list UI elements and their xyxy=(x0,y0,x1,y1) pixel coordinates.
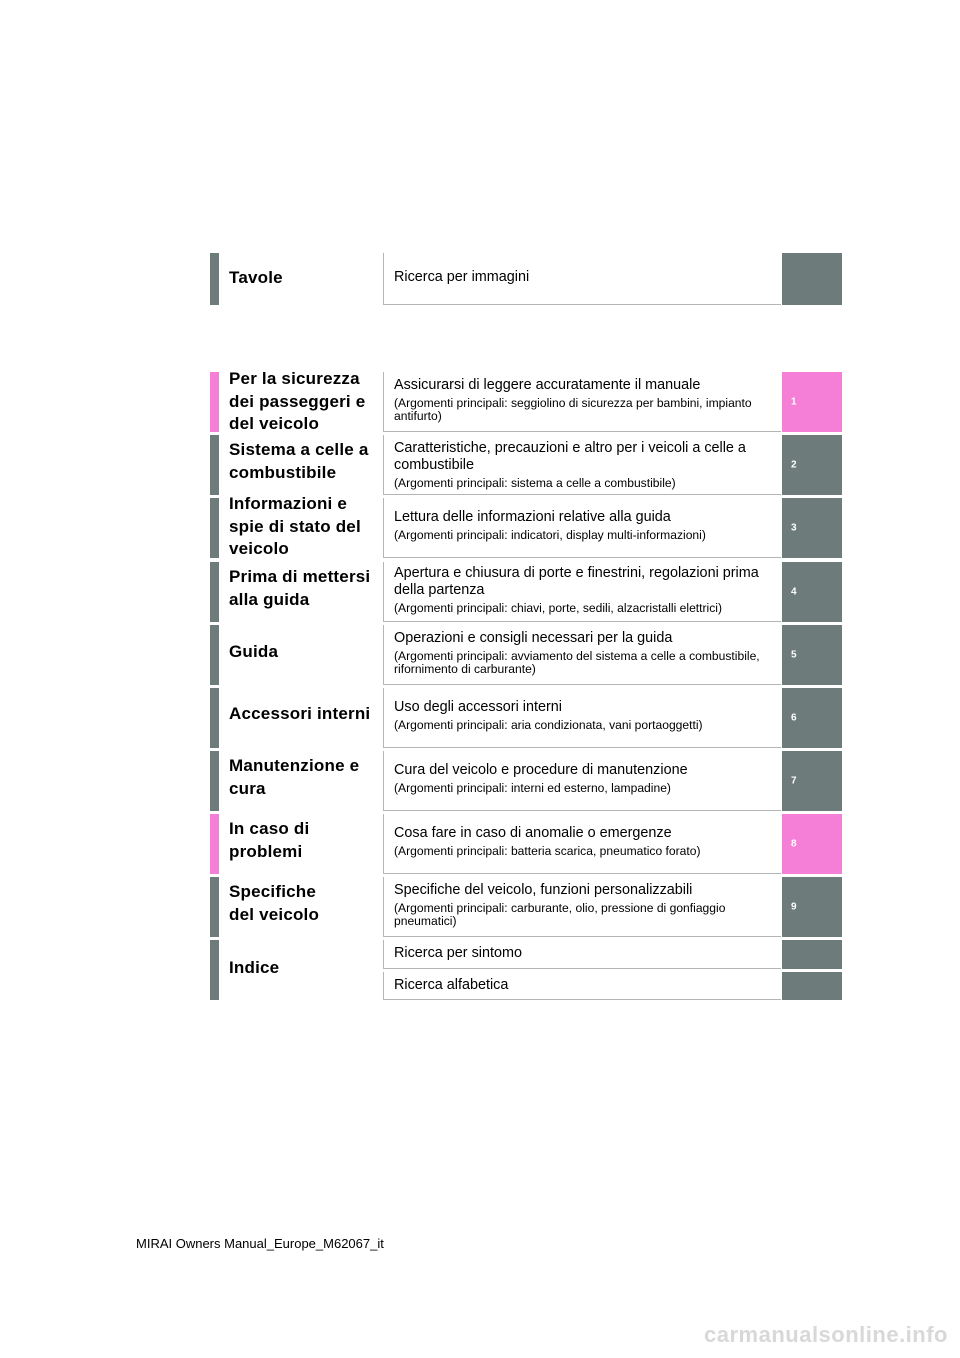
chapter-number: 8 xyxy=(791,838,797,850)
chapter-tab[interactable] xyxy=(782,625,842,685)
chapter-tab[interactable] xyxy=(782,498,842,558)
footer-doc-id: MIRAI Owners Manual_Europe_M62067_it xyxy=(136,1236,384,1251)
description-main: Ricerca alfabetica xyxy=(394,977,509,993)
row-marker-bar xyxy=(210,562,219,622)
description-main: Operazioni e consigli necessari per la guida xyxy=(394,630,673,646)
chapter-tab[interactable] xyxy=(782,688,842,748)
row-marker-bar xyxy=(210,253,219,305)
chapter-tab xyxy=(782,940,842,969)
chapter-title: Guida xyxy=(229,642,279,661)
chapter-title: Sistema a celle a combustibile xyxy=(229,440,369,482)
description-sub: (Argomenti principali: interni ed esterno, lampadine) xyxy=(394,781,671,795)
chapter-tab xyxy=(782,972,842,1000)
row-marker-bar xyxy=(210,372,219,432)
chapter-tab[interactable] xyxy=(782,877,842,937)
description-sub: (Argomenti principali: carburante, olio, pressione di gonfiaggio pneumatici) xyxy=(394,901,726,928)
chapter-number: 9 xyxy=(791,901,797,913)
chapter-title: Accessori interni xyxy=(229,704,371,723)
row-marker-bar xyxy=(210,814,219,874)
chapter-description xyxy=(383,372,781,432)
section-title: Tavole xyxy=(229,268,283,287)
chapter-title: Informazioni e spie di stato del veicolo xyxy=(229,494,361,558)
chapter-tab xyxy=(782,253,842,305)
toc-row-chapter-5[interactable] xyxy=(210,625,842,685)
toc-row-chapter-4[interactable] xyxy=(210,562,842,622)
row-marker-bar xyxy=(210,435,219,495)
chapter-tab[interactable] xyxy=(782,814,842,874)
description-sub: (Argomenti principali: seggiolino di sicurezza per bambini, impianto antifurto) xyxy=(394,396,752,423)
chapter-description xyxy=(383,435,781,495)
description-main: Cura del veicolo e procedure di manutenzione xyxy=(394,762,688,778)
description-main: Assicurarsi di leggere accuratamente il manuale xyxy=(394,377,701,393)
row-marker-bar xyxy=(210,625,219,685)
toc-row-chapter-9[interactable] xyxy=(210,877,842,937)
section-description xyxy=(383,253,781,305)
watermark-text: carmanualsonline.info xyxy=(704,1322,948,1347)
description-sub: (Argomenti principali: chiavi, porte, sedili, alzacristalli elettrici) xyxy=(394,601,722,615)
chapter-tab[interactable] xyxy=(782,562,842,622)
chapter-description xyxy=(383,877,781,937)
chapter-description xyxy=(383,498,781,558)
description-sub: (Argomenti principali: indicatori, display multi-informazioni) xyxy=(394,528,706,542)
index-link-alfabetica[interactable] xyxy=(383,972,781,1000)
toc-row-chapter-3[interactable] xyxy=(210,494,842,558)
row-marker-bar xyxy=(210,751,219,811)
description-main: Specifiche del veicolo, funzioni personalizzabili xyxy=(394,882,693,898)
description-main: Uso degli accessori interni xyxy=(394,699,562,715)
description-main: Caratteristiche, precauzioni e altro per i veicoli a celle a combustibile xyxy=(394,440,746,473)
row-marker-bar xyxy=(210,688,219,748)
chapter-number: 6 xyxy=(791,712,797,724)
chapter-tab[interactable] xyxy=(782,372,842,432)
chapter-title: Specifiche del veicolo xyxy=(229,882,320,924)
chapter-title: Prima di mettersi alla guida xyxy=(229,567,371,609)
chapter-number: 2 xyxy=(791,459,797,471)
chapter-title: In caso di problemi xyxy=(229,819,310,861)
chapter-tab[interactable] xyxy=(782,435,842,495)
chapter-description xyxy=(383,814,781,874)
chapter-title: Manutenzione e cura xyxy=(229,756,360,798)
toc-row-chapter-8[interactable] xyxy=(210,814,842,874)
row-marker-bar xyxy=(210,940,219,1000)
chapter-description xyxy=(383,688,781,748)
chapter-description xyxy=(383,625,781,685)
row-marker-bar xyxy=(210,498,219,558)
chapter-number: 4 xyxy=(791,586,797,598)
chapter-number: 1 xyxy=(791,396,797,408)
description-sub: (Argomenti principali: batteria scarica, pneumatico forato) xyxy=(394,844,701,858)
toc-row-chapter-2[interactable] xyxy=(210,435,842,495)
toc-row-chapter-6[interactable] xyxy=(210,688,842,748)
chapter-number: 5 xyxy=(791,649,797,661)
chapter-description xyxy=(383,562,781,622)
chapter-description xyxy=(383,751,781,811)
chapter-number: 3 xyxy=(791,522,797,534)
description-sub: (Argomenti principali: sistema a celle a combustibile) xyxy=(394,476,676,490)
toc-row-chapter-7[interactable] xyxy=(210,751,842,811)
description-main: Lettura delle informazioni relative alla guida xyxy=(394,509,671,525)
description-sub: (Argomenti principali: aria condizionata, vani portaoggetti) xyxy=(394,718,703,732)
description-main: Cosa fare in caso di anomalie o emergenze xyxy=(394,825,672,841)
row-marker-bar xyxy=(210,877,219,937)
toc-row-tavole[interactable] xyxy=(210,253,842,305)
description-sub: (Argomenti principali: avviamento del sistema a celle a combustibile, rifornimento di carburante) xyxy=(394,649,760,676)
toc-row-chapter-1[interactable] xyxy=(210,369,842,433)
toc-row-indice[interactable] xyxy=(210,940,842,1000)
section-title: Indice xyxy=(229,958,280,977)
chapter-tab[interactable] xyxy=(782,751,842,811)
description-main: Ricerca per sintomo xyxy=(394,945,522,961)
description-main: Ricerca per immagini xyxy=(394,269,530,285)
chapter-number: 7 xyxy=(791,775,797,787)
index-link-sintomo[interactable] xyxy=(383,940,781,969)
chapter-title: Per la sicurezza dei passeggeri e del veicolo xyxy=(229,369,366,433)
description-main: Apertura e chiusura di porte e finestrini, regolazioni prima della partenza xyxy=(394,565,759,598)
